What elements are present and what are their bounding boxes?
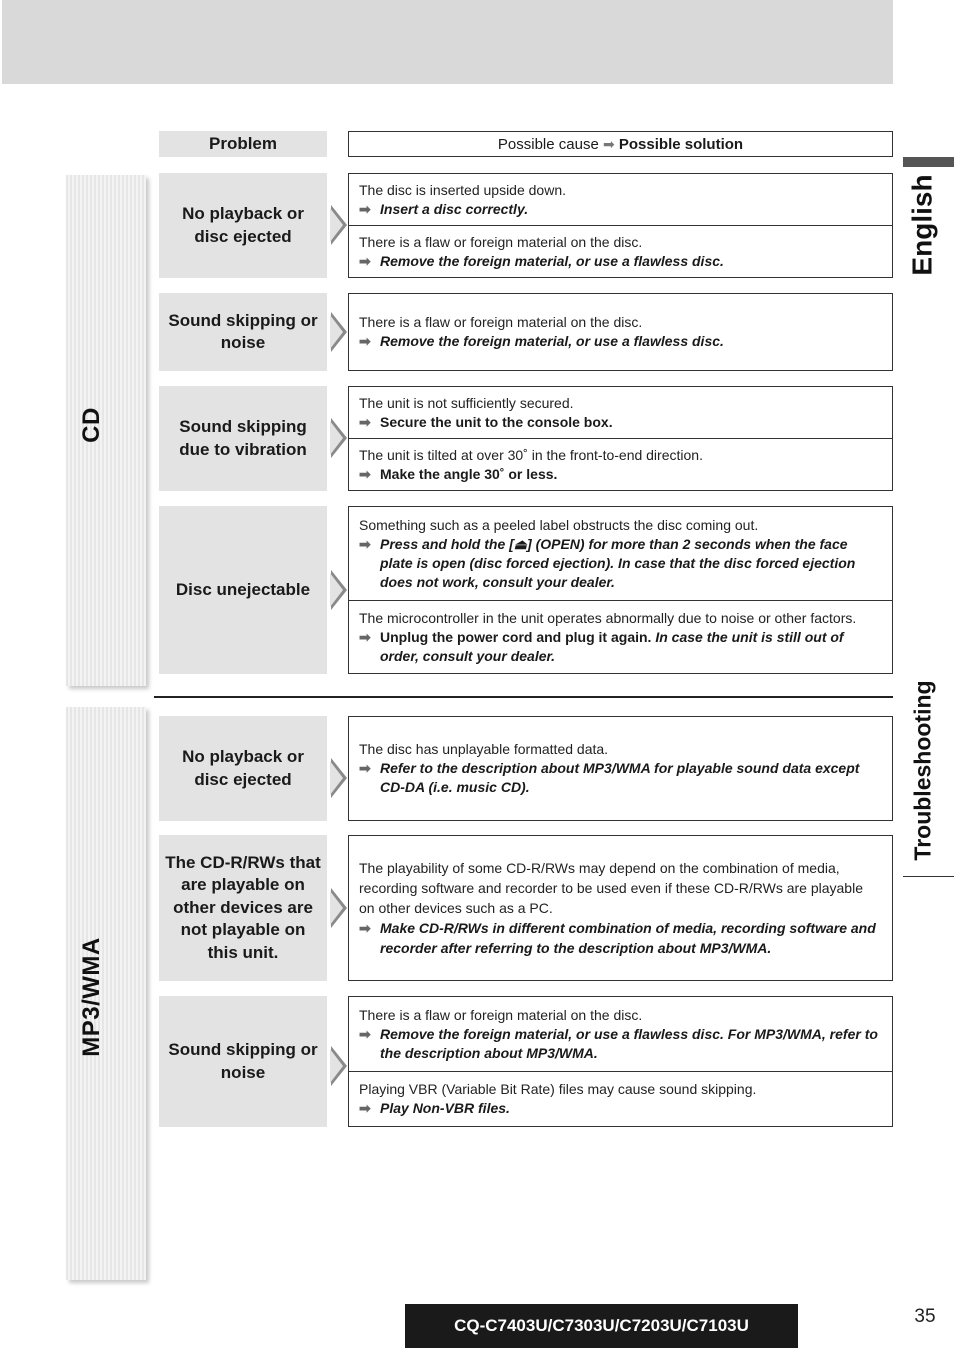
solution-item	[349, 997, 892, 1071]
solution-box	[348, 835, 893, 981]
cd-section-label: CD	[77, 407, 105, 443]
topic-label: Troubleshooting	[909, 679, 936, 861]
side-tab-bar	[903, 157, 954, 167]
model-number: CQ-C7403U/C7303U/C7203U/C7103U	[405, 1304, 798, 1348]
top-band	[2, 0, 893, 84]
arrow-right-icon: ➡	[359, 333, 371, 349]
cause-text: There is a flaw or foreign material on the disc.	[359, 1006, 643, 1023]
chevron-right-icon	[331, 312, 347, 352]
solution-text: Remove the foreign material, or use a flawless disc. For MP3/WMA, refer to the description about MP3/WMA.	[380, 1025, 878, 1061]
solution-text: In case the unit is still out of order, consult your dealer.	[380, 628, 844, 664]
cause-text: The unit is not sufficiently secured.	[359, 394, 574, 411]
chevron-right-icon	[331, 570, 347, 610]
solution-box	[348, 173, 893, 278]
solution-item	[349, 717, 892, 820]
mp3-section-label: MP3/WMA	[78, 937, 105, 1057]
cause-text: The playability of some CD-R/RWs may depend on the combination of media, recording software and recorder to be used even if these CD-R/RWs are playable on other devices such as a PC.	[359, 860, 863, 916]
chevron-right-icon	[331, 758, 347, 798]
cause-text: The disc is inserted upside down.	[359, 181, 566, 198]
arrow-right-icon: ➡	[359, 1025, 371, 1042]
arrow-right-icon: ➡	[359, 535, 371, 552]
solution-box	[348, 996, 893, 1127]
solution-item	[349, 507, 892, 600]
solution-text: Insert a disc correctly.	[380, 200, 529, 217]
problem-cell: Sound skipping due to vibration	[159, 386, 327, 491]
arrow-right-icon: ➡	[359, 760, 371, 776]
arrow-right-icon: ➡	[359, 200, 371, 217]
arrow-right-icon: ➡	[359, 628, 371, 645]
solution-box	[348, 506, 893, 674]
solution-header	[348, 131, 893, 157]
solution-text: Remove the foreign material, or use a flawless disc.	[380, 333, 724, 349]
solution-box	[348, 293, 893, 371]
solution-text: Make CD-R/RWs in different combination of media, recording software and recorder after referring to the description about MP3/WMA.	[380, 920, 876, 956]
arrow-right-icon: ➡	[359, 252, 371, 269]
arrow-right-icon: ➡	[602, 136, 615, 152]
arrow-right-icon: ➡	[359, 465, 371, 482]
cause-text: The disc has unplayable formatted data.	[359, 741, 609, 757]
solution-item	[349, 294, 892, 370]
solution-text: Press and hold the [⏏] (OPEN) for more than 2 seconds when the face plate is open (disc forced ejection). In case that the disc forced ejection does not work, consult your dealer.	[380, 535, 856, 590]
solution-item	[349, 225, 892, 277]
problem-header: Problem	[159, 131, 327, 157]
solution-item	[349, 600, 892, 673]
cause-text: The unit is tilted at over 30˚ in the front-to-end direction.	[359, 446, 703, 463]
arrow-right-icon: ➡	[359, 1100, 371, 1116]
possible-cause-header: Possible cause	[497, 136, 599, 153]
section-divider	[154, 696, 893, 698]
problem-cell: No playback or disc ejected	[159, 716, 327, 821]
language-label: English	[907, 174, 938, 276]
chevron-right-icon	[331, 205, 347, 245]
problem-cell: The CD-R/RWs that are playable on other devices are not playable on this unit.	[159, 835, 327, 981]
solution-item	[349, 174, 892, 225]
cause-text: There is a flaw or foreign material on the disc.	[359, 314, 643, 330]
page-number: 35	[914, 1306, 936, 1327]
solution-item	[349, 1071, 892, 1126]
arrow-right-icon: ➡	[359, 920, 371, 936]
possible-solution-header: Possible solution	[618, 136, 744, 153]
solution-text: Secure the unit to the console box.	[380, 413, 613, 430]
solution-item	[349, 438, 892, 490]
cause-text: There is a flaw or foreign material on the disc.	[359, 233, 643, 250]
solution-text: Play Non-VBR files.	[380, 1100, 510, 1116]
chevron-right-icon	[331, 418, 347, 458]
arrow-right-icon: ➡	[359, 413, 371, 430]
problem-cell: Sound skipping or noise	[159, 293, 327, 371]
problem-cell: Sound skipping or noise	[159, 996, 327, 1127]
chevron-right-icon	[331, 1046, 347, 1086]
solution-text: Remove the foreign material, or use a flawless disc.	[380, 252, 724, 269]
solution-item	[349, 387, 892, 438]
solution-box	[348, 716, 893, 821]
cause-text: Something such as a peeled label obstructs the disc coming out.	[359, 516, 759, 533]
solution-box	[348, 386, 893, 491]
cause-text: The microcontroller in the unit operates abnormally due to noise or other factors.	[359, 609, 857, 626]
solution-text: Make the angle 30˚ or less.	[380, 465, 558, 482]
side-divider	[903, 876, 954, 877]
solution-text-plain: Unplug the power cord and plug it again.	[380, 628, 652, 645]
solution-item	[349, 836, 892, 980]
chevron-right-icon	[331, 888, 347, 928]
problem-cell: No playback or disc ejected	[159, 173, 327, 278]
problem-cell: Disc unejectable	[159, 506, 327, 674]
cause-text: Playing VBR (Variable Bit Rate) files may cause sound skipping.	[359, 1081, 757, 1097]
solution-text: Refer to the description about MP3/WMA for playable sound data except CD-DA (i.e. music CD).	[380, 760, 860, 795]
